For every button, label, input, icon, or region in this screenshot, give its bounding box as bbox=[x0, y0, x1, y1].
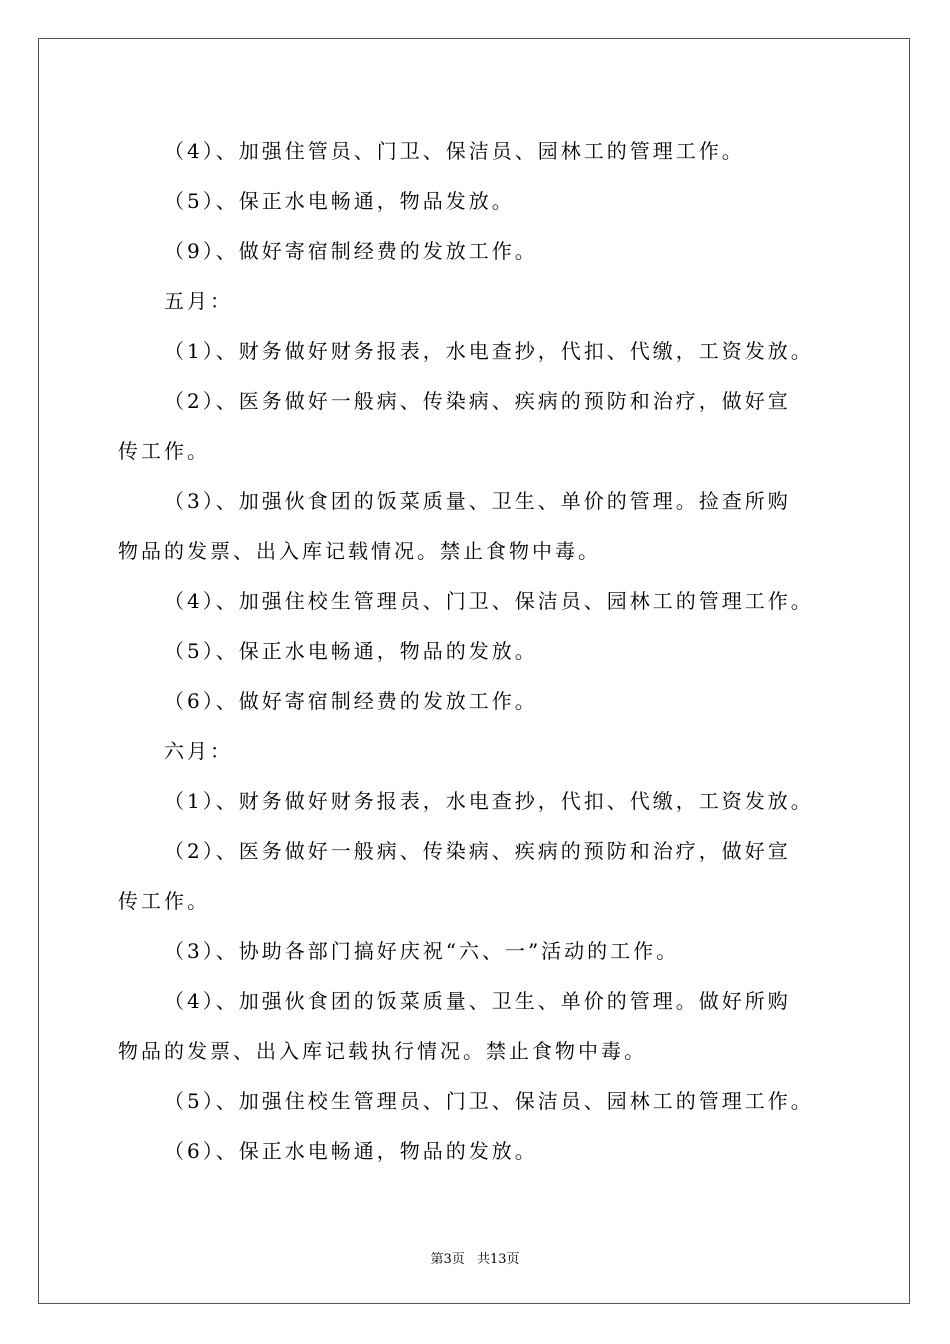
paragraph-line: 物品的发票、出入库记载情况。禁止食物中毒。 bbox=[118, 539, 601, 563]
paragraph-line: （3）、协助各部门搞好庆祝“六、一”活动的工作。 bbox=[164, 939, 680, 963]
paragraph-line: （6）、保正水电畅通，物品的发放。 bbox=[164, 1139, 538, 1163]
paragraph-line: （1）、财务做好财务报表，水电查抄，代扣、代缴，工资发放。 bbox=[164, 789, 814, 813]
paragraph-line: 物品的发票、出入库记载执行情况。禁止食物中毒。 bbox=[118, 1039, 647, 1063]
paragraph-line: 传工作。 bbox=[118, 889, 210, 913]
month-heading: 五月： bbox=[164, 289, 233, 313]
paragraph-line: （5）、保正水电畅通，物品的发放。 bbox=[164, 639, 538, 663]
paragraph-line: （2）、医务做好一般病、传染病、疾病的预防和治疗，做好宣 bbox=[164, 839, 791, 863]
paragraph-line: （5）、保正水电畅通，物品发放。 bbox=[164, 189, 515, 213]
paragraph-line: （4）、加强住校生管理员、门卫、保洁员、园林工的管理工作。 bbox=[164, 589, 814, 613]
paragraph-line: （3）、加强伙食团的饭菜质量、卫生、单价的管理。捡查所购 bbox=[164, 489, 791, 513]
month-heading: 六月： bbox=[164, 739, 233, 763]
paragraph-line: （4）、加强伙食团的饭菜质量、卫生、单价的管理。做好所购 bbox=[164, 989, 791, 1013]
paragraph-line: （1）、财务做好财务报表，水电查抄，代扣、代缴，工资发放。 bbox=[164, 339, 814, 363]
paragraph-line: （2）、医务做好一般病、传染病、疾病的预防和治疗，做好宣 bbox=[164, 389, 791, 413]
paragraph-line: （9）、做好寄宿制经费的发放工作。 bbox=[164, 239, 538, 263]
page-total: 共13页 bbox=[476, 1252, 520, 1267]
page-number: 第3页 bbox=[430, 1252, 465, 1267]
paragraph-line: （6）、做好寄宿制经费的发放工作。 bbox=[164, 689, 538, 713]
paragraph-line: 传工作。 bbox=[118, 439, 210, 463]
document-body bbox=[118, 128, 838, 1178]
paragraph-line: （4）、加强住管员、门卫、保洁员、园林工的管理工作。 bbox=[164, 139, 745, 163]
page-footer bbox=[0, 1248, 950, 1267]
paragraph-line: （5）、加强住校生管理员、门卫、保洁员、园林工的管理工作。 bbox=[164, 1089, 814, 1113]
